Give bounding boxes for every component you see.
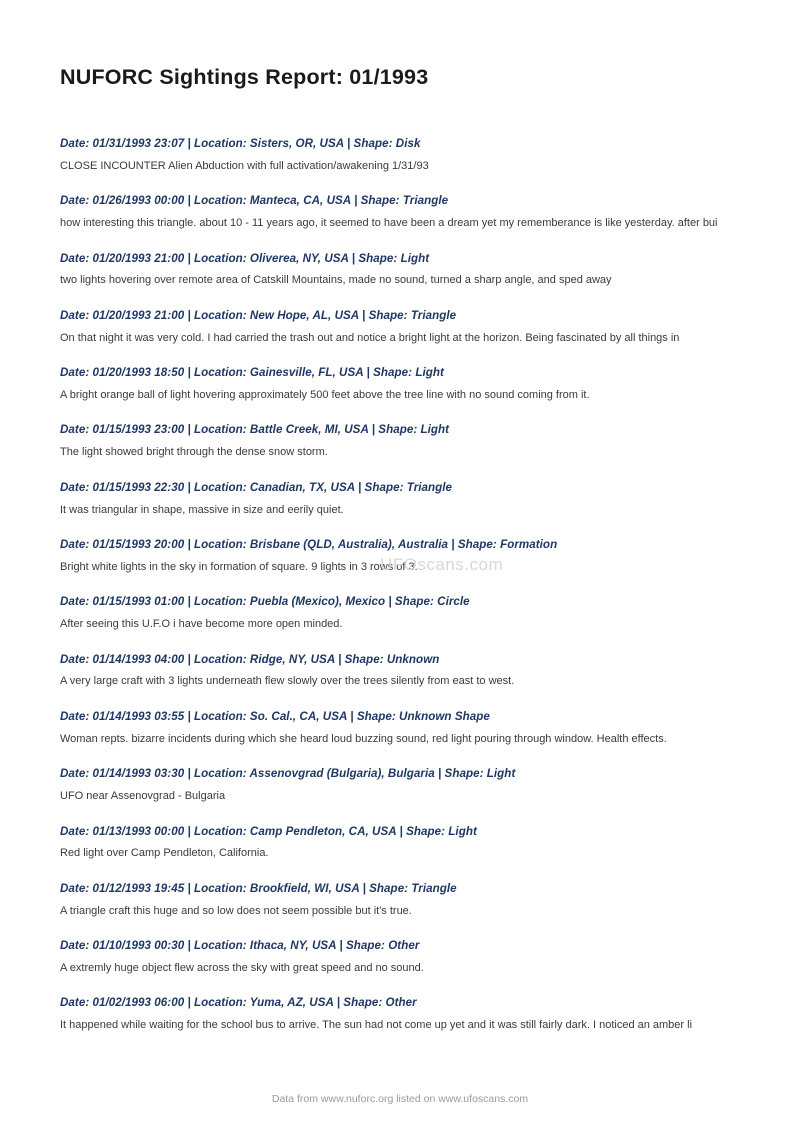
sighting-entry: [60, 136, 740, 174]
sighting-description: A triangle craft this huge and so low does not seem possible but it's true.: [60, 904, 412, 917]
sighting-description: It was triangular in shape, massive in size and eerily quiet.: [60, 503, 344, 516]
sighting-header: Date: 01/13/1993 00:00 | Location: Camp Pendleton, CA, USA | Shape: Light: [60, 824, 477, 838]
sighting-description: Woman repts. bizarre incidents during which she heard loud buzzing sound, red light pouring through window. Health effects.: [60, 732, 667, 745]
sighting-entry: [60, 881, 740, 919]
sighting-description: A very large craft with 3 lights underneath flew slowly over the trees silently from east to west.: [60, 675, 515, 688]
sighting-entry: [60, 766, 740, 804]
sighting-description: how interesting this triangle. about 10 - 11 years ago, it seemed to have been a dream yet my rememberance is like yesterday. after bui: [60, 217, 718, 230]
sighting-description: It happened while waiting for the school bus to arrive. The sun had not come up yet and it was still fairly dark. I noticed an amber li: [60, 1019, 693, 1032]
page-footer: Data from www.nuforc.org listed on www.ufoscans.com: [271, 1093, 529, 1105]
sighting-entry: [60, 824, 740, 862]
sighting-entry: [60, 422, 740, 460]
sighting-entry: [60, 251, 740, 289]
sighting-entry: [60, 995, 740, 1033]
sighting-header: Date: 01/15/1993 20:00 | Location: Brisbane (QLD, Australia), Australia | Shape: Formation: [60, 538, 558, 552]
sightings-list: [60, 136, 740, 1034]
sighting-entry: [60, 365, 740, 403]
sighting-description: Bright white lights in the sky in formation of square. 9 lights in 3 rows of 3.: [60, 560, 418, 573]
sighting-description: two lights hovering over remote area of Catskill Mountains, made no sound, turned a sharp angle, and sped away: [60, 274, 612, 287]
sighting-description: Red light over Camp Pendleton, California.: [60, 847, 269, 860]
sighting-header: Date: 01/15/1993 01:00 | Location: Puebla (Mexico), Mexico | Shape: Circle: [60, 595, 470, 609]
sighting-description: The light showed bright through the dense snow storm.: [60, 446, 328, 459]
sighting-header: Date: 01/15/1993 22:30 | Location: Canadian, TX, USA | Shape: Triangle: [60, 480, 453, 494]
sighting-header: Date: 01/14/1993 03:30 | Location: Assenovgrad (Bulgaria), Bulgaria | Shape: Light: [60, 767, 516, 781]
sighting-description: After seeing this U.F.O i have become more open minded.: [60, 618, 343, 631]
sighting-entry: [60, 480, 740, 518]
sighting-header: Date: 01/15/1993 23:00 | Location: Battle Creek, MI, USA | Shape: Light: [60, 423, 450, 437]
sighting-entry: [60, 709, 740, 747]
sighting-entry: [60, 193, 740, 231]
sighting-header: Date: 01/20/1993 18:50 | Location: Gainesville, FL, USA | Shape: Light: [60, 366, 444, 380]
sighting-header: Date: 01/20/1993 21:00 | Location: New Hope, AL, USA | Shape: Triangle: [60, 308, 457, 322]
sighting-header: Date: 01/14/1993 04:00 | Location: Ridge, NY, USA | Shape: Unknown: [60, 652, 440, 666]
sighting-entry: [60, 537, 740, 575]
watermark: UFOscans.com: [380, 555, 504, 574]
sighting-description: UFO near Assenovgrad - Bulgaria: [60, 790, 226, 802]
sighting-entry: [60, 938, 740, 976]
sighting-header: Date: 01/20/1993 21:00 | Location: Oliverea, NY, USA | Shape: Light: [60, 251, 430, 265]
sighting-entry: [60, 652, 740, 690]
sighting-entry: [60, 594, 740, 632]
sighting-header: Date: 01/26/1993 00:00 | Location: Manteca, CA, USA | Shape: Triangle: [60, 194, 449, 208]
sighting-header: Date: 01/12/1993 19:45 | Location: Brookfield, WI, USA | Shape: Triangle: [60, 881, 457, 895]
sighting-description: On that night it was very cold. I had carried the trash out and notice a bright light at the horizon. Being fascinated by all things in: [60, 331, 680, 344]
sighting-description: CLOSE INCOUNTER Alien Abduction with full activation/awakening 1/31/93: [60, 159, 429, 172]
sighting-entry: [60, 308, 740, 346]
sighting-header: Date: 01/10/1993 00:30 | Location: Ithaca, NY, USA | Shape: Other: [60, 939, 420, 953]
sighting-description: A bright orange ball of light hovering approximately 500 feet above the tree line with no sound coming from it.: [60, 388, 590, 401]
sighting-header: Date: 01/31/1993 23:07 | Location: Sisters, OR, USA | Shape: Disk: [60, 136, 421, 150]
sighting-description: A extremly huge object flew across the sky with great speed and no sound.: [60, 961, 424, 974]
page-title: NUFORC Sightings Report: 01/1993: [60, 65, 429, 89]
sighting-header: Date: 01/14/1993 03:55 | Location: So. Cal., CA, USA | Shape: Unknown Shape: [60, 709, 490, 723]
sighting-header: Date: 01/02/1993 06:00 | Location: Yuma, AZ, USA | Shape: Other: [60, 996, 417, 1010]
